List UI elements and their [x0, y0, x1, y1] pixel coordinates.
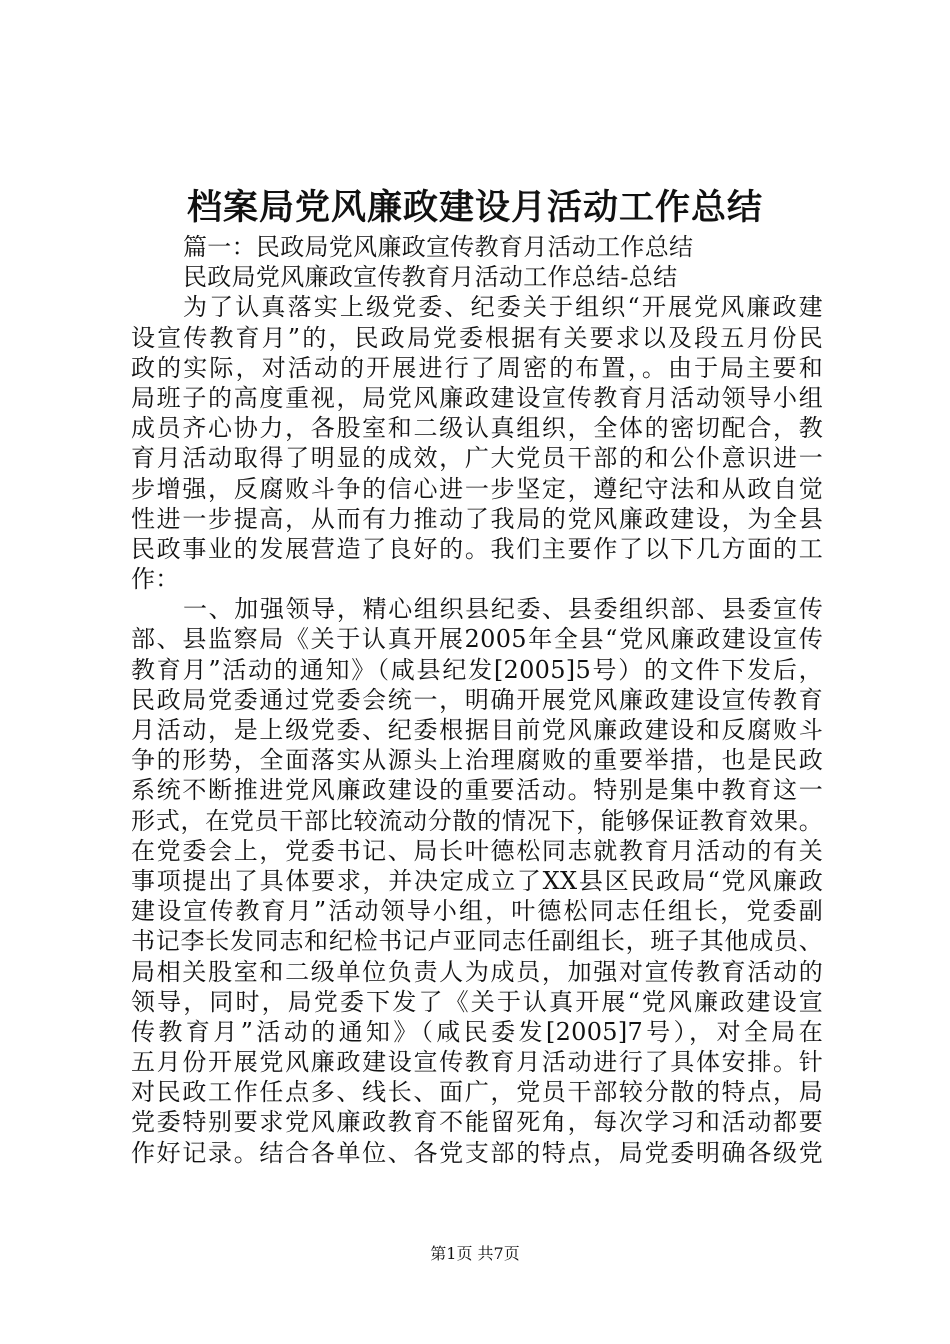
- body-line: 局班子的高度重视，局党风廉政建设宣传教育月活动领导小组: [131, 383, 823, 412]
- document-title: 档案局党风廉政建设月活动工作总结: [186, 187, 763, 228]
- body-line: 对民政工作任点多、线长、面广，党员干部较分散的特点，局: [131, 1078, 823, 1107]
- body-line: 民政局党委通过党委会统一，明确开展党风廉政建设宣传教育: [131, 685, 823, 714]
- body-line: 政的实际，对活动的开展进行了周密的布置，。由于局主要和: [131, 353, 823, 382]
- page-footer: 第1页 共7页: [430, 1244, 520, 1263]
- body-line: 形式，在党员干部比较流动分散的情况下，能够保证教育效果。: [131, 806, 823, 835]
- body-line: 部、县监察局《关于认真开展2005年全县“党风廉政建设宣传: [131, 625, 823, 654]
- body-line: 一、加强领导，精心组织县纪委、县委组织部、县委宣传: [183, 595, 823, 624]
- body-line: 争的形势，全面落实从源头上治理腐败的重要举措，也是民政: [131, 746, 823, 775]
- body-line: 步增强，反腐败斗争的信心进一步坚定，遵纪守法和从政自觉: [131, 474, 823, 503]
- body-line: 五月份开展党风廉政建设宣传教育月活动进行了具体安排。针: [131, 1048, 823, 1077]
- body-line: 民政局党风廉政宣传教育月活动工作总结-总结: [183, 263, 678, 292]
- body-line: 传教育月”活动的通知》（咸民委发[2005]7号），对全局在: [131, 1017, 823, 1046]
- body-line: 性进一步提高，从而有力推动了我局的党风廉政建设，为全县: [131, 504, 823, 533]
- body-line: 为了认真落实上级党委、纪委关于组织“开展党风廉政建: [183, 293, 823, 322]
- body-line: 篇一：民政局党风廉政宣传教育月活动工作总结: [183, 233, 694, 261]
- body-line: 领导，同时，局党委下发了《关于认真开展“党风廉政建设宣: [131, 987, 823, 1016]
- body-line: 作好记录。结合各单位、各党支部的特点，局党委明确各级党: [131, 1138, 823, 1167]
- body-line: 局相关股室和二级单位负责人为成员，加强对宣传教育活动的: [131, 957, 823, 986]
- body-line: 教育月”活动的通知》（咸县纪发[2005]5号）的文件下发后，: [131, 655, 823, 684]
- body-line: 成员齐心协力，各股室和二级认真组织，全体的密切配合，教: [131, 414, 823, 443]
- body-line: 作：: [131, 565, 180, 594]
- body-line: 在党委会上，党委书记、局长叶德松同志就教育月活动的有关: [131, 836, 823, 865]
- body-line: 党委特别要求党风廉政教育不能留死角，每次学习和活动都要: [131, 1108, 823, 1137]
- body-line: 系统不断推进党风廉政建设的重要活动。特别是集中教育这一: [131, 776, 823, 805]
- document-body: [131, 232, 823, 1168]
- body-line: 育月活动取得了明显的成效，广大党员干部的和公仆意识进一: [131, 444, 823, 473]
- body-line: 书记李长发同志和纪检书记卢亚同志任副组长，班子其他成员、: [131, 927, 823, 956]
- body-line: 月活动，是上级党委、纪委根据目前党风廉政建设和反腐败斗: [131, 716, 823, 744]
- body-line: 事项提出了具体要求，并决定成立了XX县区民政局“党风廉政: [131, 866, 823, 895]
- body-line: 设宣传教育月”的，民政局党委根据有关要求以及段五月份民: [131, 323, 823, 352]
- body-line: 民政事业的发展营造了良好的。我们主要作了以下几方面的工: [131, 534, 823, 563]
- body-line: 建设宣传教育月”活动领导小组，叶德松同志任组长，党委副: [131, 897, 823, 926]
